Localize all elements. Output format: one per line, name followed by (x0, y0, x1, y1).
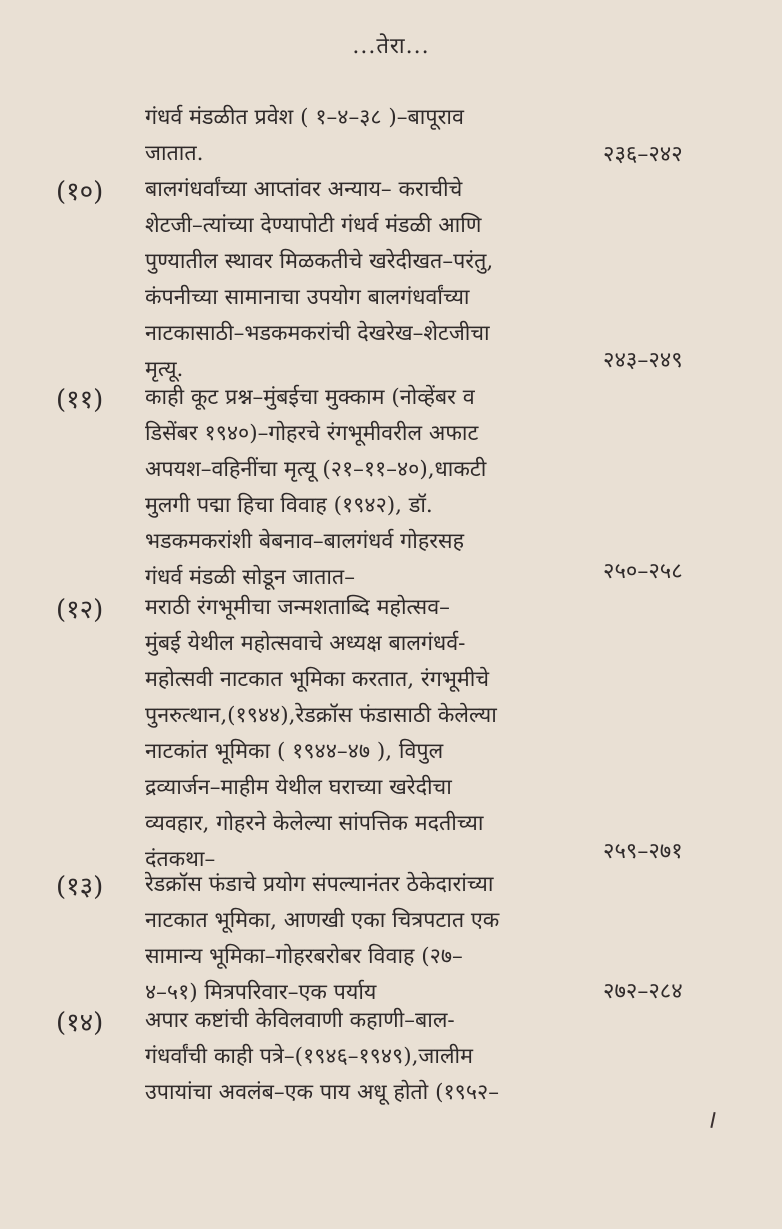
page-header: ...तेरा... (352, 34, 430, 59)
page-range: २३६–२४२ (603, 142, 683, 167)
entry-line: कंपनीच्या सामानाचा उपयोग बालगंधर्वांच्या (145, 285, 470, 310)
entry-line: नाटकासाठी–भडकमकरांची देखरेख–शेटजीचा (145, 321, 490, 346)
entry-line: भडकमकरांशी बेबनाव–बालगंधर्व गोहरसह (145, 529, 465, 554)
entry-number: (१३) (56, 872, 104, 902)
entry-line: नाटकात भूमिका, आणखी एका चित्रपटात एक (145, 908, 500, 933)
entry-line: बालगंधर्वांच्या आप्तांवर अन्याय– कराचीचे (145, 177, 463, 202)
entry-line: जातात. (145, 141, 204, 166)
entry-line: सामान्य भूमिका–गोहरबरोबर विवाह (२७– (145, 944, 463, 969)
entry-line: व्यवहार, गोहरने केलेल्या सांपत्तिक मदतीच्या (145, 811, 484, 836)
entry-line: डिसेंबर १९४०)–गोहरचे रंगभूमीवरील अफाट (145, 421, 479, 446)
entry-number: (१४) (56, 1008, 104, 1038)
entry-text (145, 1003, 577, 1111)
ink-mark (710, 1112, 715, 1128)
page-range: २७२–२८४ (603, 979, 683, 1004)
entry-line: उपायांचा अवलंब–एक पाय अधू होतो (१९५२– (145, 1080, 499, 1105)
entry-line: अपार कष्टांची केविलवाणी कहाणी–बाल- (145, 1008, 455, 1033)
entry-line: पुण्यातील स्थावर मिळकतीचे खरेदीखत–परंतु, (145, 249, 494, 274)
entry-line: मृत्यू. (145, 357, 184, 382)
entry-line: ४–५१) मित्रपरिवार–एक पर्याय (145, 980, 377, 1005)
entry-text (145, 172, 577, 388)
entry-number: (१०) (56, 177, 104, 207)
page-range: २५०–२५८ (603, 559, 683, 584)
entry-text (145, 590, 577, 878)
entry-line: शेटजी–त्यांच्या देण्यापोटी गंधर्व मंडळी आणि (145, 213, 482, 238)
entry-line: गंधर्व मंडळीत प्रवेश ( १–४–३८ )–बापूराव (145, 105, 464, 130)
entry-line: दंतकथा– (145, 847, 216, 872)
entry-text (145, 380, 577, 596)
page-range: २४३–२४९ (603, 348, 683, 373)
entry-text (145, 100, 577, 172)
entry-number: (११) (56, 385, 104, 415)
entry-line: गंधर्व मंडळी सोडून जातात– (145, 565, 355, 590)
entry-line: मुलगी पद्मा हिचा विवाह (१९४२), डॉ. (145, 493, 433, 518)
entry-line: मुंबई येथील महोत्सवाचे अध्यक्ष बालगंधर्व- (145, 631, 466, 656)
entry-line: काही कूट प्रश्न–मुंबईचा मुक्काम (नोव्हेंबर व (145, 385, 475, 410)
entry-line: रेडक्रॉस फंडाचे प्रयोग संपल्यानंतर ठेकेदारांच्या (145, 872, 494, 897)
entry-line: नाटकांत भूमिका ( १९४४–४७ ), विपुल (145, 739, 444, 764)
entry-text (145, 867, 577, 1011)
page-range: २५९–२७१ (603, 839, 683, 864)
entry-line: महोत्सवी नाटकात भूमिका करतात, रंगभूमीचे (145, 667, 489, 692)
entry-line: मराठी रंगभूमीचा जन्मशताब्दि महोत्सव– (145, 595, 450, 620)
entry-line: गंधर्वांची काही पत्रे–(१९४६–१९४९),जालीम (145, 1044, 473, 1069)
entry-line: अपयश–वहिनींचा मृत्यू (२१–११–४०),धाकटी (145, 457, 487, 482)
entry-line: द्रव्यार्जन–माहीम येथील घराच्या खरेदीचा (145, 775, 452, 800)
entry-line: पुनरुत्थान,(१९४४),रेडक्रॉस फंडासाठी केलेल्या (145, 703, 497, 728)
entry-number: (१२) (56, 595, 104, 625)
